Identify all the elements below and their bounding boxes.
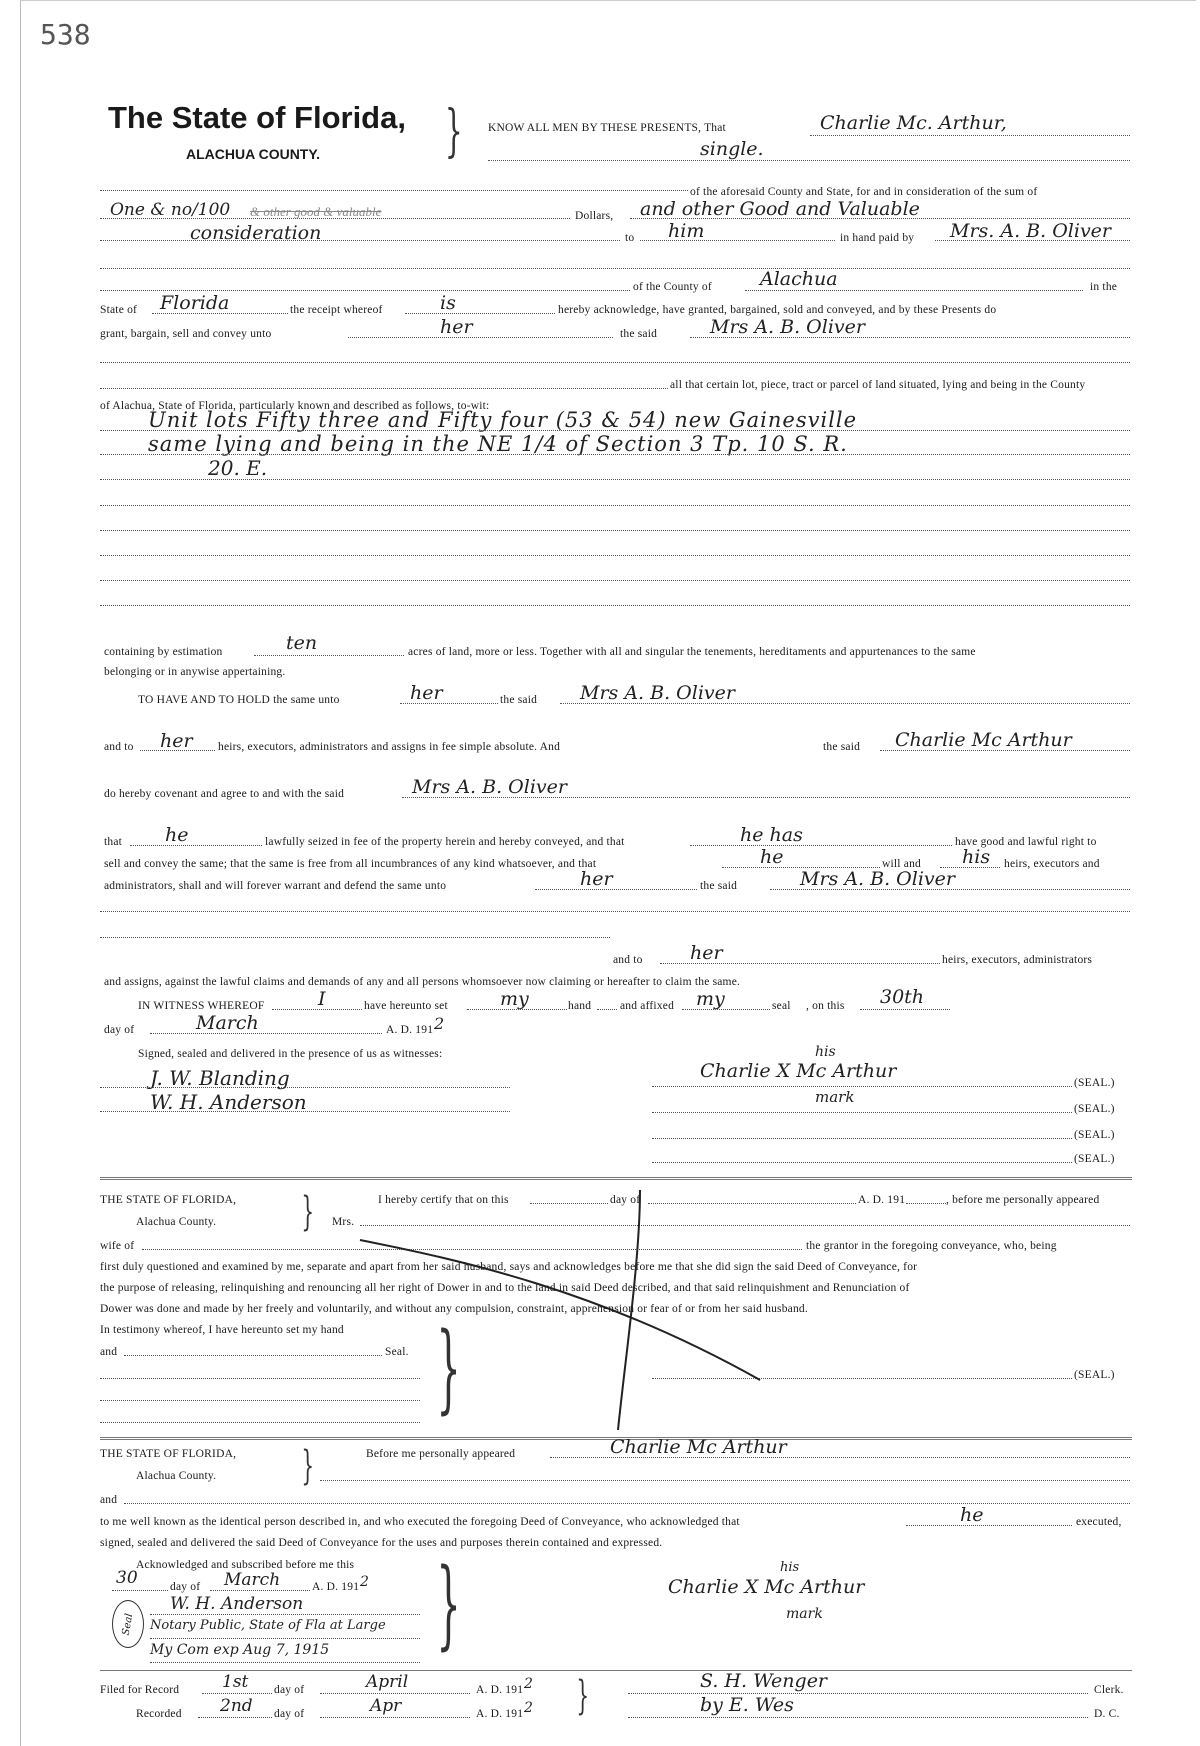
dower-line-1: first duly questioned and examined by me, separate and apart from her said husband, says and acknowledges before me that she did sign the said Deed of Conveyance, for	[100, 1261, 918, 1273]
to-label: to	[625, 232, 635, 244]
and-affixed: and affixed	[620, 1000, 675, 1012]
ack-executed: executed,	[1076, 1516, 1122, 1528]
rec-ad: A. D. 191	[476, 1708, 524, 1720]
my-hw: my	[500, 988, 529, 1010]
in-hand-paid: in hand paid by	[840, 232, 915, 244]
hereunto-set: have hereunto set	[364, 1000, 448, 1012]
seal-label: seal	[772, 1000, 791, 1012]
dower-certify: I hereby certify that on this	[378, 1194, 509, 1206]
signer-hw: Charlie X Mc Arthur	[700, 1060, 897, 1082]
desc-line-1: Unit lots Fifty three and Fifty four (53 & 54) new Gainesville	[148, 408, 858, 432]
the-said: the said	[620, 328, 658, 340]
sell-hw: he	[760, 846, 784, 868]
heirs-exec-2: heirs, executors, administrators	[942, 954, 1093, 966]
dower-mrs: Mrs.	[332, 1216, 355, 1228]
county-title: ALACHUA COUNTY.	[186, 146, 321, 162]
dower-line-3: Dower was done and made by her freely and voluntarily, and without any compulsion, constraint, apprehension or fear of or from her said husband.	[100, 1303, 808, 1315]
and-to-2: and to	[613, 954, 643, 966]
footer-brace: }	[576, 1673, 590, 1719]
dower-brace-2: }	[436, 1312, 461, 1424]
and-to: and to	[104, 741, 134, 753]
said-hw: Mrs A. B. Oliver	[710, 316, 865, 338]
containing: containing by estimation	[104, 646, 223, 658]
belonging: belonging or in anywise appertaining.	[104, 666, 286, 678]
seal-2: (SEAL.)	[1074, 1103, 1115, 1115]
cross-out-mark	[340, 1180, 800, 1440]
sell-convey: sell and convey the same; that the same is free from all incumbrances of any kind whatsoever, and that	[104, 858, 597, 870]
dower-brace: }	[301, 1189, 315, 1235]
of-county-state: of the aforesaid County and State, for and in consideration of the sum of	[690, 186, 1038, 198]
dc-label: D. C.	[1094, 1708, 1120, 1720]
dower-seal-right: (SEAL.)	[1074, 1369, 1115, 1381]
filed-day-of: day of	[274, 1684, 305, 1696]
clerk-label: Clerk.	[1094, 1684, 1124, 1696]
desc-line-2: same lying and being in the NE 1/4 of Section 3 Tp. 10 S. R.	[148, 432, 848, 456]
will-and: will and	[882, 858, 921, 870]
notary-hw: W. H. Anderson	[170, 1594, 304, 1614]
dower-before-me: , before me personally appeared	[946, 1194, 1100, 1206]
dower-grantor-text: the grantor in the foregoing conveyance, who, being	[806, 1240, 1057, 1252]
admins-name-hw: Mrs A. B. Oliver	[800, 868, 955, 890]
of-county-label: of the County of	[633, 281, 712, 293]
seal-1: (SEAL.)	[1074, 1077, 1115, 1089]
state-of: State of	[100, 304, 138, 316]
county-hw: Alachua	[760, 268, 838, 290]
admins-hw: her	[580, 868, 613, 890]
ack-county: Alachua County.	[136, 1470, 217, 1482]
filed-year-hw: 2	[524, 1676, 533, 1692]
admins: administrators, shall and will forever warrant and defend the same unto	[104, 880, 447, 892]
rec-day-hw: 2nd	[220, 1696, 253, 1716]
dower-wife-of: wife of	[100, 1240, 135, 1252]
dower-state: THE STATE OF FLORIDA,	[100, 1194, 237, 1206]
ack-state: THE STATE OF FLORIDA,	[100, 1448, 237, 1460]
witness2-hw: W. H. Anderson	[150, 1090, 307, 1114]
recorded: Recorded	[136, 1708, 182, 1720]
seized: lawfully seized in fee of the property herein and hereby conveyed, and that	[265, 836, 625, 848]
state-hw: Florida	[160, 292, 230, 314]
signed-sealed: Signed, sealed and delivered in the presence of us as witnesses:	[138, 1048, 443, 1060]
hand-label: hand	[568, 1000, 592, 1012]
day-of: day of	[104, 1024, 135, 1036]
dower-day-of: day of	[610, 1194, 641, 1206]
payee-hw: Mrs. A. B. Oliver	[950, 220, 1111, 242]
clerk-hw: S. H. Wenger	[700, 1670, 828, 1692]
sum-struck: & other good & valuable	[250, 204, 382, 219]
know-all-text: KNOW ALL MEN BY THESE PRESENTS, That	[488, 122, 726, 134]
seal-3: (SEAL.)	[1074, 1129, 1115, 1141]
ack-and: and	[100, 1494, 118, 1506]
that-hw: he	[165, 824, 189, 846]
ack-sig-hw: Charlie X Mc Arthur	[668, 1576, 865, 1598]
witness-whereof: IN WITNESS WHEREOF	[138, 1000, 265, 1012]
header-brace: }	[444, 99, 463, 164]
mark-hw: mark	[815, 1088, 855, 1106]
ack-day-hw: 30	[116, 1568, 138, 1588]
admins-said: the said	[700, 880, 738, 892]
filed-ad: A. D. 191	[476, 1684, 524, 1696]
ack-appeared-hw: Charlie Mc Arthur	[610, 1436, 787, 1458]
notary-seal-stamp	[112, 1600, 144, 1648]
will-hw: his	[962, 846, 991, 868]
ack-brace: }	[301, 1443, 315, 1489]
state-title: The State of Florida,	[108, 100, 406, 135]
assigns-against: and assigns, against the lawful claims and demands of any and all persons whomsoever now claiming or hereafter to claim the same.	[104, 976, 741, 988]
to-hw: him	[668, 220, 705, 242]
ack-day-of: day of	[170, 1581, 201, 1593]
heirs-exec: heirs, executors and	[1004, 858, 1100, 870]
dower-testimony: In testimony whereof, I have hereunto set my hand	[100, 1324, 344, 1336]
to-have: TO HAVE AND TO HOLD the same unto	[138, 694, 340, 706]
grantor-name: Charlie Mc. Arthur,	[820, 112, 1007, 134]
year-hw: 2	[434, 1014, 445, 1033]
my2-hw: my	[696, 988, 725, 1010]
witness-hw: I	[318, 988, 326, 1010]
filed-day-hw: 1st	[222, 1672, 249, 1692]
acres-hw: ten	[286, 632, 318, 654]
covenant: do hereby covenant and agree to and with the said	[104, 788, 345, 800]
is-hw: is	[440, 292, 456, 314]
dc-hw: by E. Wes	[700, 1694, 794, 1716]
have-said: the said	[500, 694, 538, 706]
rec-year-hw: 2	[524, 1700, 533, 1716]
consideration-hw: consideration	[190, 222, 322, 244]
ack-year-hw: 2	[360, 1574, 369, 1590]
witness1-hw: J. W. Blanding	[150, 1066, 290, 1090]
hereby-ack: hereby acknowledge, have granted, bargained, sold and conveyed, and by these Presents do	[558, 304, 997, 316]
dollars-hw: and other Good and Valuable	[640, 198, 920, 220]
convey-hw: her	[440, 316, 473, 338]
month-hw: March	[196, 1012, 259, 1034]
ack-brace-2: }	[436, 1548, 461, 1660]
ack-ad: A. D. 191	[312, 1581, 360, 1593]
ack-acknowledged: Acknowledged and subscribed before me this	[136, 1559, 355, 1571]
page-number: 538	[40, 18, 91, 51]
filed-for-record: Filed for Record	[100, 1684, 180, 1696]
he-has-hw: he has	[740, 824, 803, 846]
in-the: in the	[1090, 281, 1118, 293]
ack-signed-line: signed, sealed and delivered the said Deed of Conveyance for the uses and purposes therein contained and expressed.	[100, 1537, 663, 1549]
his-hw: his	[815, 1044, 836, 1060]
good-right: have good and lawful right to	[955, 836, 1097, 848]
ack-month-hw: March	[224, 1570, 281, 1590]
dollars-label: Dollars,	[575, 210, 614, 222]
commission-hw: My Com exp Aug 7, 1915	[150, 1642, 330, 1658]
acres-text: acres of land, more or less. Together with all and singular the tenements, hereditaments and appurtenances to the same	[408, 646, 976, 658]
grantor-status: single.	[700, 138, 764, 160]
rec-day-of: day of	[274, 1708, 305, 1720]
ack-well-known: to me well known as the identical person described in, and who executed the foregoing Deed of Conveyance, who acknowledged that	[100, 1516, 740, 1528]
of-alachua: of Alachua, State of Florida, particularly known and described as follows, to-wit:	[100, 400, 490, 412]
have-hw: her	[410, 682, 443, 704]
grantor2-hw: Charlie Mc Arthur	[895, 729, 1072, 751]
receipt-whereof: the receipt whereof	[290, 304, 383, 316]
have-name-hw: Mrs A. B. Oliver	[580, 682, 735, 704]
dower-seal-label: Seal.	[385, 1346, 409, 1358]
dower-line-2: the purpose of releasing, relinquishing and renouncing all her right of Dower in and to the land in said Deed described, and that said relinquishment and Renunciation of	[100, 1282, 910, 1294]
dower-and: and	[100, 1346, 118, 1358]
dower-ad: A. D. 191	[858, 1194, 906, 1206]
ad-label: A. D. 191	[386, 1024, 434, 1036]
rec-month-hw: Apr	[370, 1696, 402, 1716]
desc-line-3: 20. E.	[208, 456, 268, 480]
that: that	[104, 836, 123, 848]
ack-before-me: Before me personally appeared	[366, 1448, 516, 1460]
day-hw: 30th	[880, 986, 925, 1008]
ack-his-hw: his	[780, 1560, 800, 1575]
seal-4: (SEAL.)	[1074, 1153, 1115, 1165]
seal-stamp-text: Seal	[120, 1612, 136, 1636]
covenant-hw: Mrs A. B. Oliver	[412, 776, 567, 798]
ack-mark-hw: mark	[786, 1606, 823, 1622]
notary-title-hw: Notary Public, State of Fla at Large	[150, 1618, 386, 1633]
sum-written: One & no/100	[110, 200, 231, 220]
and-to-2-hw: her	[690, 942, 723, 964]
and-to-hw: her	[160, 730, 193, 752]
filed-month-hw: April	[366, 1672, 409, 1692]
dower-county: Alachua County.	[136, 1216, 217, 1228]
said2: the said	[823, 741, 861, 753]
grant-bargain: grant, bargain, sell and convey unto	[100, 328, 272, 340]
heirs-text: heirs, executors, administrators and assigns in fee simple absolute. And	[218, 741, 561, 753]
all-certain: all that certain lot, piece, tract or parcel of land situated, lying and being in the County	[670, 379, 1086, 391]
on-this: , on this	[806, 1000, 845, 1012]
ack-well-known-hw: he	[960, 1504, 984, 1526]
